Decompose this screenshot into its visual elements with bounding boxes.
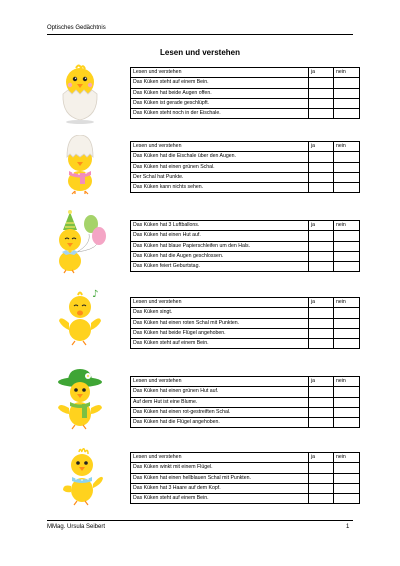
table-header-row <box>131 142 360 152</box>
table-row <box>131 328 360 338</box>
page-number: 1 <box>346 524 350 530</box>
table-header-cell: Lesen und verstehen <box>131 298 309 308</box>
footer-author: MMag. Ursula Seibert <box>47 524 106 530</box>
no-answer-cell[interactable] <box>334 318 360 328</box>
table-row <box>131 251 360 261</box>
no-answer-cell[interactable] <box>334 473 360 483</box>
no-answer-cell[interactable] <box>334 262 360 272</box>
table-row <box>131 109 360 119</box>
table-row <box>131 418 360 428</box>
yes-header-cell: ja <box>309 298 334 308</box>
table-header-row <box>131 221 360 231</box>
table-row <box>131 387 360 397</box>
table-row <box>131 339 360 349</box>
no-answer-cell[interactable] <box>334 172 360 182</box>
table-row <box>131 483 360 493</box>
statement-cell: Das Küken hat einen grünen Hut auf. <box>131 387 309 397</box>
table-row <box>131 98 360 108</box>
no-header-cell: nein <box>334 298 360 308</box>
statement-cell: Das Küken hat einen hellblauen Schal mit Punkten. <box>131 473 309 483</box>
yes-answer-cell[interactable] <box>309 407 334 417</box>
table-header-cell: Lesen und verstehen <box>131 377 309 387</box>
waving-chick-image <box>60 446 104 510</box>
yes-answer-cell[interactable] <box>309 473 334 483</box>
table-row <box>131 152 360 162</box>
statement-cell: Auf dem Hut ist eine Blume. <box>131 397 309 407</box>
statement-cell: Das Küken steht auf einem Bein. <box>131 339 309 349</box>
yes-answer-cell[interactable] <box>309 98 334 108</box>
no-answer-cell[interactable] <box>334 308 360 318</box>
yes-answer-cell[interactable] <box>309 172 334 182</box>
yes-answer-cell[interactable] <box>309 183 334 193</box>
table-row <box>131 463 360 473</box>
no-answer-cell[interactable] <box>334 494 360 504</box>
statement-cell: Das Küken hat beide Augen offen. <box>131 88 309 98</box>
yes-answer-cell[interactable] <box>309 152 334 162</box>
statement-cell: Das Küken hat die Eischale über den Augen. <box>131 152 309 162</box>
statement-cell: Das Küken steht auf einem Bein. <box>131 494 309 504</box>
yes-answer-cell[interactable] <box>309 397 334 407</box>
table-row <box>131 241 360 251</box>
statement-cell: Das Küken hat blaue Papierschleifen um den Hals. <box>131 241 309 251</box>
no-answer-cell[interactable] <box>334 231 360 241</box>
yes-answer-cell[interactable] <box>309 251 334 261</box>
statement-cell: Das Küken hat einen rot-gestreiften Schal. <box>131 407 309 417</box>
document-header: Optisches Gedächtnis <box>47 25 106 31</box>
page-title: Lesen und verstehen <box>159 48 241 57</box>
no-answer-cell[interactable] <box>334 387 360 397</box>
table-header-cell: Lesen und verstehen <box>131 142 309 152</box>
no-header-cell: nein <box>334 142 360 152</box>
table-row <box>131 397 360 407</box>
no-answer-cell[interactable] <box>334 162 360 172</box>
yes-answer-cell[interactable] <box>309 262 334 272</box>
question-table-3 <box>130 220 360 272</box>
yes-header-cell: ja <box>309 377 334 387</box>
statement-cell: Das Küken hat die Flügel angehoben. <box>131 418 309 428</box>
no-header-cell: nein <box>334 377 360 387</box>
table-row <box>131 88 360 98</box>
table-row <box>131 318 360 328</box>
yes-answer-cell[interactable] <box>309 387 334 397</box>
table-header-row <box>131 68 360 78</box>
no-answer-cell[interactable] <box>334 98 360 108</box>
table-header-cell: Das Küken hat 3 Luftballons. <box>131 221 309 231</box>
no-answer-cell[interactable] <box>334 251 360 261</box>
statement-cell: Das Küken feiert Geburtstag. <box>131 262 309 272</box>
chick-with-shell-hat-image <box>60 135 100 195</box>
no-answer-cell[interactable] <box>334 397 360 407</box>
yes-answer-cell[interactable] <box>309 463 334 473</box>
no-answer-cell[interactable] <box>334 152 360 162</box>
table-header-cell: Lesen und verstehen <box>131 68 309 78</box>
table-header-cell: Lesen und verstehen <box>131 453 309 463</box>
chick-with-balloons-image <box>55 210 110 276</box>
statement-cell: Das Küken kann nichts sehen. <box>131 183 309 193</box>
table-row <box>131 183 360 193</box>
no-answer-cell[interactable] <box>334 78 360 88</box>
yes-answer-cell[interactable] <box>309 483 334 493</box>
no-answer-cell[interactable] <box>334 339 360 349</box>
yes-header-cell: ja <box>309 221 334 231</box>
singing-chick-image <box>58 287 104 349</box>
table-row <box>131 473 360 483</box>
no-answer-cell[interactable] <box>334 109 360 119</box>
no-answer-cell[interactable] <box>334 328 360 338</box>
table-row <box>131 162 360 172</box>
yes-header-cell: ja <box>309 142 334 152</box>
yes-answer-cell[interactable] <box>309 78 334 88</box>
no-answer-cell[interactable] <box>334 88 360 98</box>
no-answer-cell[interactable] <box>334 418 360 428</box>
yes-header-cell: ja <box>309 68 334 78</box>
table-row <box>131 231 360 241</box>
statement-cell: Das Küken singt. <box>131 308 309 318</box>
table-row <box>131 78 360 88</box>
svg-text:♪: ♪ <box>92 289 99 300</box>
header-rule <box>47 34 353 35</box>
table-row <box>131 407 360 417</box>
question-table-1 <box>130 67 360 119</box>
statement-cell: Das Küken steht noch in der Eischale. <box>131 109 309 119</box>
statement-cell: Das Küken hat 3 Haare auf dem Kopf. <box>131 483 309 493</box>
yes-answer-cell[interactable] <box>309 241 334 251</box>
chick-in-eggshell-image <box>58 62 102 124</box>
table-row <box>131 494 360 504</box>
yes-answer-cell[interactable] <box>309 339 334 349</box>
no-answer-cell[interactable] <box>334 483 360 493</box>
chick-with-green-hat-image <box>55 368 105 432</box>
yes-answer-cell[interactable] <box>309 318 334 328</box>
no-answer-cell[interactable] <box>334 463 360 473</box>
statement-cell: Das Küken hat beide Flügel angehoben. <box>131 328 309 338</box>
question-table-4 <box>130 297 360 349</box>
statement-cell: Das Küken winkt mit einem Flügel. <box>131 463 309 473</box>
statement-cell: Das Küken hat einen roten Schal mit Punkten. <box>131 318 309 328</box>
table-row <box>131 308 360 318</box>
yes-header-cell: ja <box>309 453 334 463</box>
table-header-row <box>131 298 360 308</box>
no-header-cell: nein <box>334 221 360 231</box>
statement-cell: Der Schal hat Punkte. <box>131 172 309 182</box>
no-header-cell: nein <box>334 453 360 463</box>
yes-answer-cell[interactable] <box>309 494 334 504</box>
table-header-row <box>131 453 360 463</box>
no-answer-cell[interactable] <box>334 183 360 193</box>
yes-answer-cell[interactable] <box>309 109 334 119</box>
no-header-cell: nein <box>334 68 360 78</box>
yes-answer-cell[interactable] <box>309 328 334 338</box>
statement-cell: Das Küken steht auf einem Bein. <box>131 78 309 88</box>
footer-rule <box>47 520 353 521</box>
statement-cell: Das Küken hat die Augen geschlossen. <box>131 251 309 261</box>
statement-cell: Das Küken hat einen Hut auf. <box>131 231 309 241</box>
no-answer-cell[interactable] <box>334 407 360 417</box>
yes-answer-cell[interactable] <box>309 162 334 172</box>
statement-cell: Das Küken ist gerade geschlüpft. <box>131 98 309 108</box>
yes-answer-cell[interactable] <box>309 231 334 241</box>
question-table-2 <box>130 141 360 193</box>
question-table-5 <box>130 376 360 428</box>
table-row <box>131 262 360 272</box>
table-header-row <box>131 377 360 387</box>
statement-cell: Das Küken hat einen grünen Schal. <box>131 162 309 172</box>
question-table-6 <box>130 452 360 504</box>
no-answer-cell[interactable] <box>334 241 360 251</box>
yes-answer-cell[interactable] <box>309 308 334 318</box>
yes-answer-cell[interactable] <box>309 88 334 98</box>
yes-answer-cell[interactable] <box>309 418 334 428</box>
table-row <box>131 172 360 182</box>
